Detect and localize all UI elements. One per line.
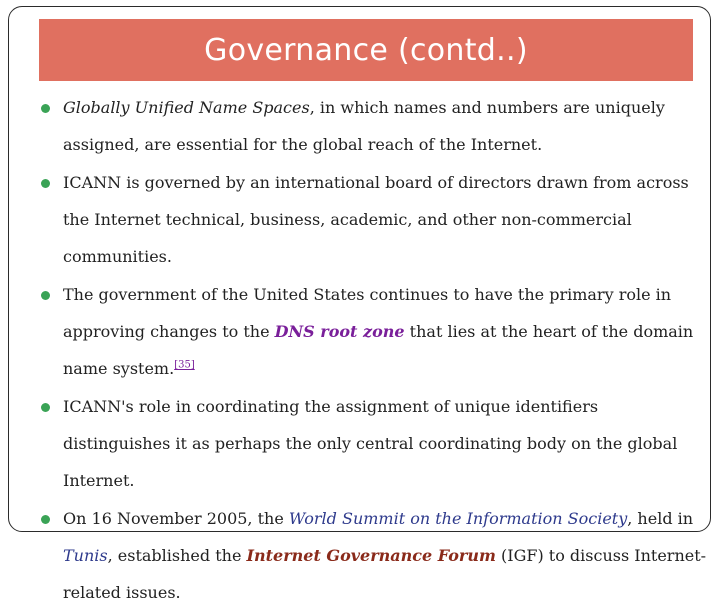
- bullet-link-text[interactable]: DNS root zone: [274, 322, 405, 341]
- bullet-text: On 16 November 2005, the: [63, 509, 289, 528]
- bullet-dot-icon: [41, 291, 50, 300]
- bullet-dot-icon: [41, 179, 50, 188]
- title-bar: [39, 19, 693, 81]
- bullet-link-text[interactable]: Tunis: [63, 546, 108, 565]
- bullet-text: that lies at the heart of the domain name system.: [63, 322, 694, 378]
- bullet-link-text[interactable]: Internet Governance Forum: [246, 546, 496, 565]
- bullet-dot-icon: [41, 403, 50, 412]
- bullet-text: ICANN is governed by an international board of directors drawn from across the Internet technical, business, academic, and other non-commercial communities.: [63, 173, 689, 266]
- bullet-text: ICANN's role in coordinating the assignment of unique identifiers distinguishes it as perhaps the only central coordinating body on the global Internet.: [63, 397, 678, 490]
- bullet-text: The government of the United States continues to have the primary role in approving changes to the: [63, 285, 672, 341]
- bullet-item: [39, 164, 709, 275]
- bullet-item: [39, 388, 709, 499]
- bullet-text: , held in: [627, 509, 694, 528]
- bullet-text: Globally Unified Name Spaces: [63, 98, 310, 117]
- bullet-item: [39, 89, 709, 163]
- slide-title: Governance (contd..): [204, 32, 528, 68]
- bullet-link-text[interactable]: [35]: [174, 359, 195, 371]
- bullet-text: , in which names and numbers are uniquely assigned, are essential for the global reach of the Internet.: [63, 98, 665, 154]
- bullet-item: [39, 500, 709, 611]
- slide-frame: [8, 6, 711, 602]
- bullet-text: (IGF) to discuss Internet-related issues.: [63, 546, 707, 602]
- bullet-text: , established the: [107, 546, 247, 565]
- bullet-dot-icon: [41, 515, 50, 524]
- bullet-list: [39, 89, 709, 612]
- bullet-link-text[interactable]: World Summit on the Information Society: [288, 509, 628, 528]
- bullet-dot-icon: [41, 104, 50, 113]
- bullet-item: [39, 276, 709, 387]
